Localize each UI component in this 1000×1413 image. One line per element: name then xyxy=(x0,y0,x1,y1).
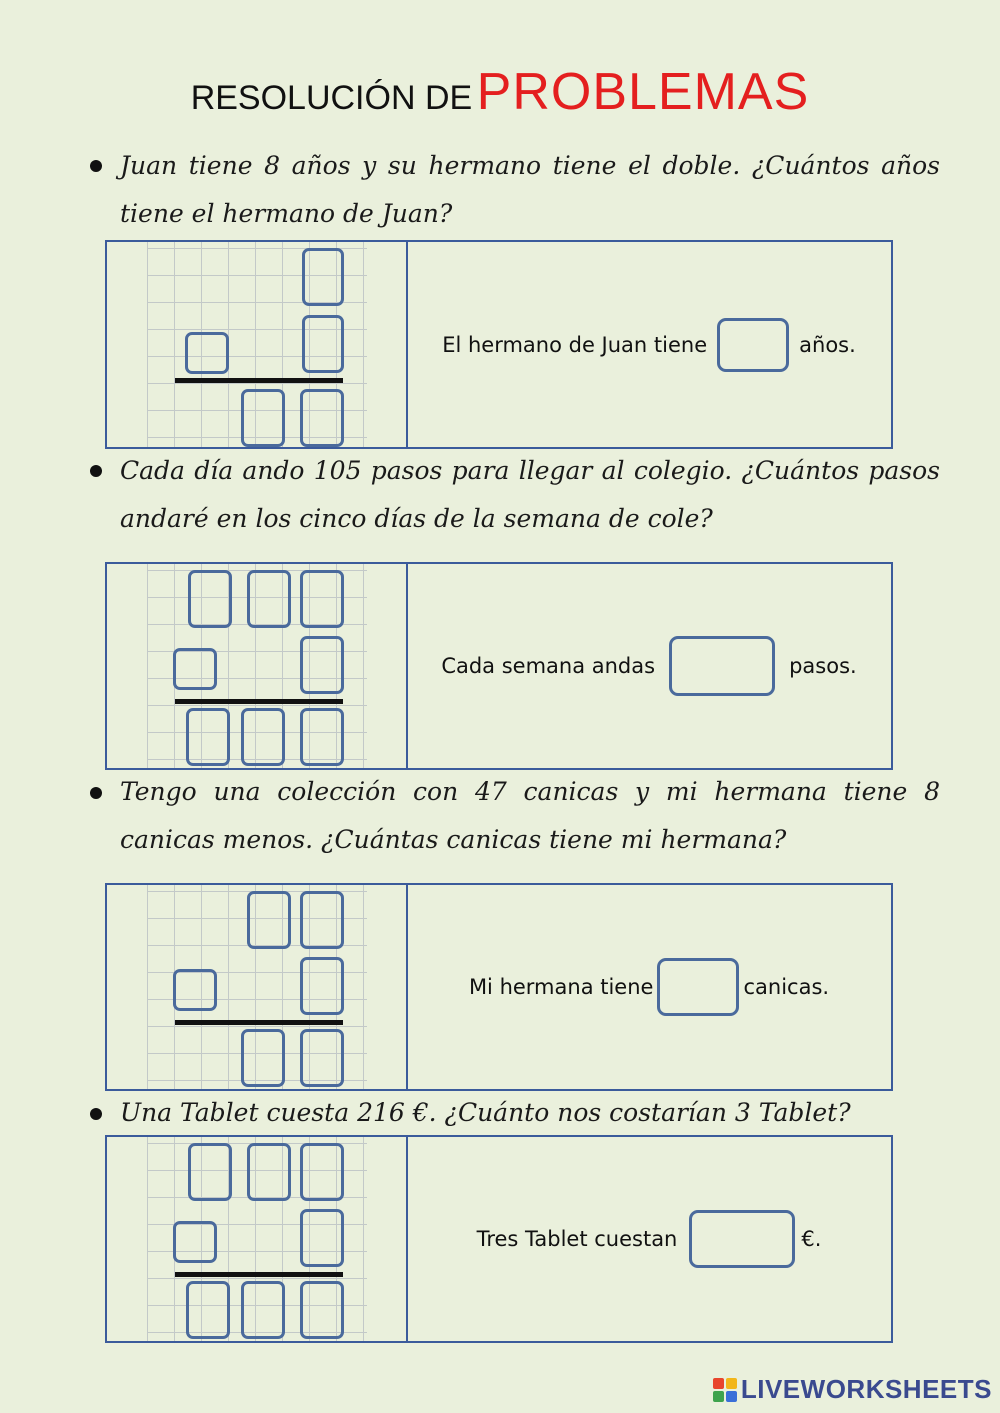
result-digit-box[interactable] xyxy=(300,1029,344,1087)
title-part-1: RESOLUCIÓN DE xyxy=(190,79,473,117)
result-digit-box[interactable] xyxy=(241,1281,285,1339)
operation-line xyxy=(175,699,343,704)
digit-box[interactable] xyxy=(247,1143,291,1201)
answer-text-before: Cada semana andas xyxy=(441,654,656,678)
brand-name: LIVEWORKSHEETS xyxy=(740,1374,992,1404)
liveworksheets-logo xyxy=(713,1374,992,1405)
answer-sentence-4 xyxy=(407,1137,891,1341)
question-4: Una Tablet cuesta 216 €. ¿Cuánto nos costarían 3 Tablet? xyxy=(120,1098,851,1127)
result-digit-box[interactable] xyxy=(300,708,344,766)
answer-text-after: años. xyxy=(799,332,856,357)
bullet-icon xyxy=(90,787,102,799)
answer-text-before: Mi hermana tiene xyxy=(468,975,654,999)
result-digit-box[interactable] xyxy=(241,1029,285,1087)
digit-box[interactable] xyxy=(300,1143,344,1201)
digit-box[interactable] xyxy=(247,570,291,628)
result-digit-box[interactable] xyxy=(186,708,230,766)
answer-input[interactable] xyxy=(689,1210,795,1268)
answer-text-before: El hermano de Juan tiene xyxy=(442,332,708,357)
operation-line xyxy=(175,378,343,383)
digit-box[interactable] xyxy=(302,248,344,306)
answer-input[interactable] xyxy=(669,636,775,696)
bullet-icon xyxy=(90,465,102,477)
problem-panel-4 xyxy=(105,1135,893,1343)
answer-text-after: canicas. xyxy=(743,975,830,999)
carry-box[interactable] xyxy=(173,648,217,690)
operation-line xyxy=(175,1272,343,1277)
title-part-2: PROBLEMAS xyxy=(476,63,810,121)
answer-sentence-3 xyxy=(407,885,891,1089)
problem-panel-3 xyxy=(105,883,893,1091)
result-digit-box[interactable] xyxy=(241,708,285,766)
digit-box[interactable] xyxy=(300,891,344,949)
result-digit-box[interactable] xyxy=(241,389,285,447)
answer-text-after: pasos. xyxy=(789,654,857,678)
digit-box[interactable] xyxy=(300,570,344,628)
digit-box[interactable] xyxy=(188,1143,232,1201)
answer-sentence-2 xyxy=(407,564,891,768)
bullet-icon xyxy=(90,160,102,172)
digit-box[interactable] xyxy=(300,1209,344,1267)
digit-box[interactable] xyxy=(188,570,232,628)
result-digit-box[interactable] xyxy=(300,389,344,447)
result-digit-box[interactable] xyxy=(300,1281,344,1339)
page-title xyxy=(0,62,1000,122)
result-digit-box[interactable] xyxy=(186,1281,230,1339)
problem-panel-2 xyxy=(105,562,893,770)
problem-panel-1 xyxy=(105,240,893,449)
digit-box[interactable] xyxy=(300,636,344,694)
digit-box[interactable] xyxy=(302,315,344,373)
question-2: Cada día ando 105 pasos para llegar al colegio. ¿Cuántos pasos andaré en los cinco días de la semana de cole? xyxy=(120,456,940,533)
answer-text-before: Tres Tablet cuestan xyxy=(476,1227,678,1251)
liveworksheets-logo-icon xyxy=(713,1378,737,1402)
carry-box[interactable] xyxy=(185,332,229,374)
bullet-icon xyxy=(90,1108,102,1120)
digit-box[interactable] xyxy=(247,891,291,949)
answer-text-after: €. xyxy=(801,1227,822,1251)
digit-box[interactable] xyxy=(300,957,344,1015)
answer-input[interactable] xyxy=(657,958,739,1016)
answer-sentence-1 xyxy=(407,242,891,447)
operation-line xyxy=(175,1020,343,1025)
carry-box[interactable] xyxy=(173,969,217,1011)
question-3: Tengo una colección con 47 canicas y mi hermana tiene 8 canicas menos. ¿Cuántas canicas tiene mi hermana? xyxy=(120,777,940,854)
carry-box[interactable] xyxy=(173,1221,217,1263)
question-1: Juan tiene 8 años y su hermano tiene el doble. ¿Cuántos años tiene el hermano de Juan? xyxy=(120,151,940,228)
answer-input[interactable] xyxy=(717,318,789,372)
